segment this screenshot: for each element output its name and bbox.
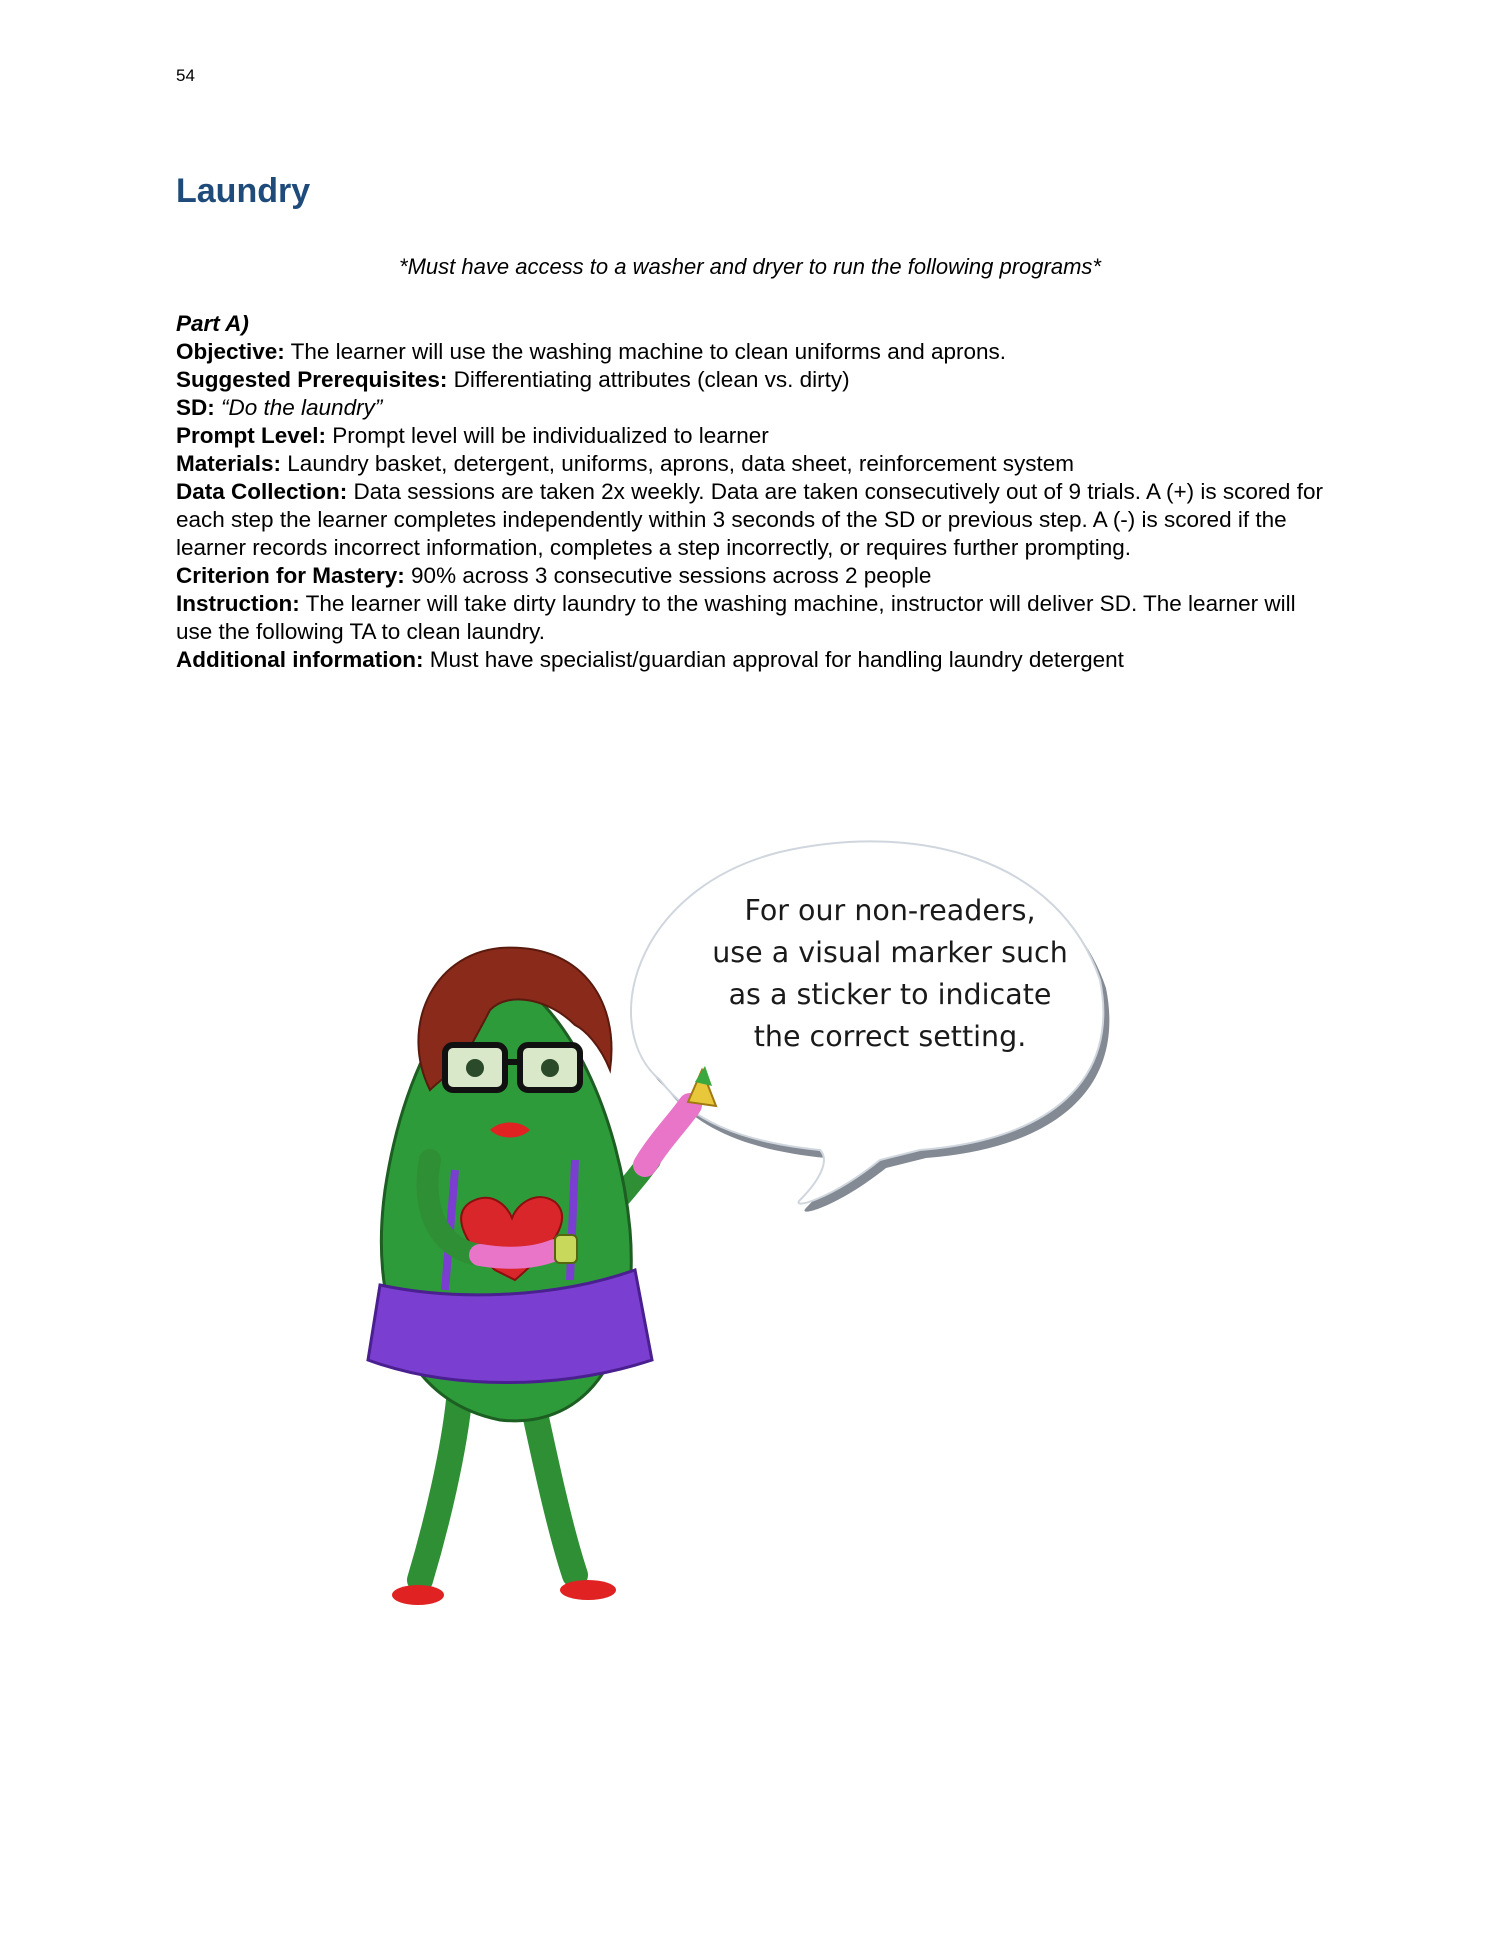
page-number: 54 [176,66,195,85]
bubble-line: use a visual marker such [712,936,1068,969]
speech-bubble-text [680,890,1100,1058]
field-text: The learner will use the washing machine to clean uniforms and aprons. [284,339,1007,364]
sd-field [176,394,1326,422]
materials-field [176,450,1326,478]
field-label: Objective: [176,339,285,364]
objective-field [176,338,1326,366]
mastery-criterion-field [176,562,1326,590]
prompt-level-field [176,422,1326,450]
program-description [176,310,1326,674]
field-label: Instruction: [176,591,300,616]
field-text: 90% across 3 consecutive sessions across 2 people [404,563,932,588]
section-title: Laundry [176,172,311,210]
bubble-line: For our non-readers, [744,894,1036,927]
field-text: The learner will take dirty laundry to the washing machine, instructor will deliver SD. The learner will use the following TA to clean laundry. [176,591,1296,644]
field-text: Must have specialist/guardian approval for handling laundry detergent [423,647,1124,672]
field-text: Laundry basket, detergent, uniforms, aprons, data sheet, reinforcement system [281,451,1074,476]
legs [392,1390,616,1605]
bubble-line: the correct setting. [753,1020,1027,1053]
requirement-note: *Must have access to a washer and dryer to run the following programs* [399,254,1101,279]
field-label: SD: [176,395,215,420]
field-text: Data sessions are taken 2x weekly. Data are taken consecutively out of 9 trials. A (+) is scored for each step the learner completes independently within 3 seconds of the SD or previous step. A (-) is scored if the learner records incorrect information, completes a step incorrectly, or requires further prompting. [176,479,1323,560]
field-label: Criterion for Mastery: [176,563,405,588]
field-text: Prompt level will be individualized to learner [326,423,769,448]
field-label: Suggested Prerequisites: [176,367,448,392]
field-label: Materials: [176,451,282,476]
field-text: “Do the laundry” [214,395,383,420]
field-label: Prompt Level: [176,423,327,448]
part-label: Part A) [176,311,249,336]
field-label: Additional information: [176,647,424,672]
instruction-field [176,590,1326,646]
field-text: Differentiating attributes (clean vs. dirty) [447,367,850,392]
field-label: Data Collection: [176,479,348,504]
additional-information-field [176,646,1326,674]
bubble-line: as a sticker to indicate [728,978,1052,1011]
data-collection-field [176,478,1326,562]
prerequisites-field [176,366,1326,394]
